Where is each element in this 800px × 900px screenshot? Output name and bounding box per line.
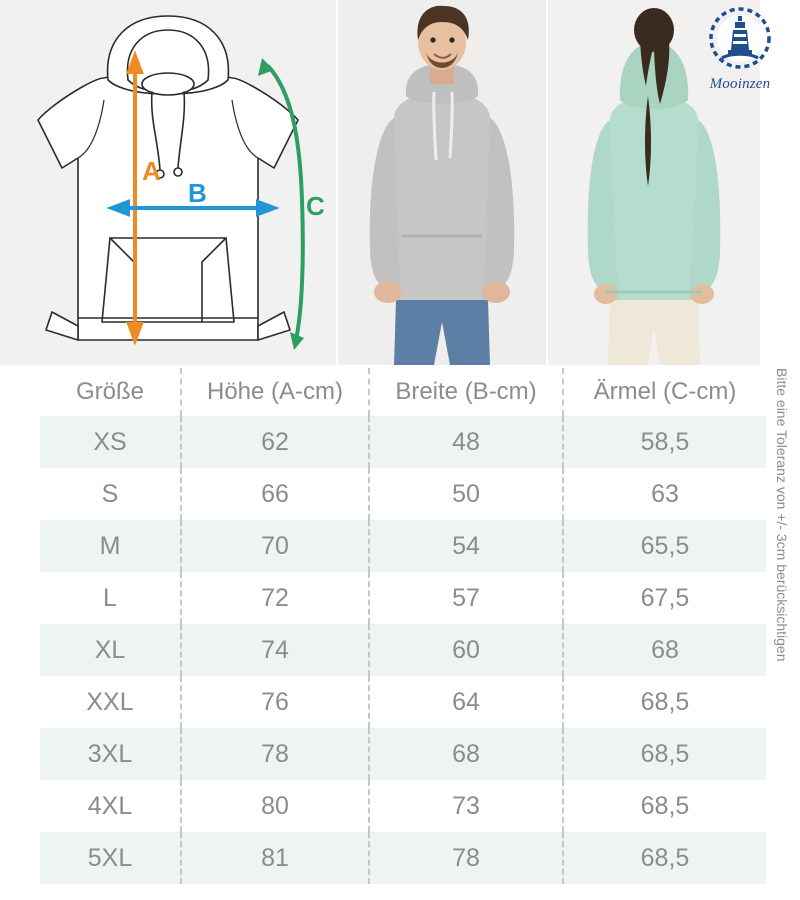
table-row: [40, 832, 766, 884]
lighthouse-icon: [708, 6, 772, 70]
cell-width: 64: [369, 676, 563, 728]
cell-height: 66: [181, 468, 369, 520]
table-row: [40, 416, 766, 468]
man-grey-hoodie-svg: [338, 0, 546, 365]
cell-width: 78: [369, 832, 563, 884]
cell-size: L: [40, 572, 181, 624]
table-body: [40, 416, 766, 884]
cell-height: 78: [181, 728, 369, 780]
cell-size: S: [40, 468, 181, 520]
cell-sleeve: 68,5: [563, 832, 766, 884]
cell-width: 50: [369, 468, 563, 520]
table-row: [40, 728, 766, 780]
cell-height: 80: [181, 780, 369, 832]
measure-a-label: A: [142, 156, 161, 186]
cell-sleeve: 67,5: [563, 572, 766, 624]
table-row: [40, 468, 766, 520]
cell-width: 57: [369, 572, 563, 624]
table-row: [40, 520, 766, 572]
cell-height: 72: [181, 572, 369, 624]
tolerance-note: [770, 368, 798, 898]
cell-width: 73: [369, 780, 563, 832]
cell-size: M: [40, 520, 181, 572]
cell-size: XS: [40, 416, 181, 468]
cell-size: 3XL: [40, 728, 181, 780]
cell-height: 62: [181, 416, 369, 468]
tolerance-note-text: Bitte eine Toleranz von +/- 3cm berücksichtigen: [774, 368, 790, 662]
cell-width: 48: [369, 416, 563, 468]
size-table: [40, 368, 766, 884]
cell-size: XXL: [40, 676, 181, 728]
technical-drawing-image: [0, 0, 336, 365]
table-row: [40, 676, 766, 728]
header-width: Breite (B-cm): [369, 368, 563, 416]
cell-height: 74: [181, 624, 369, 676]
cell-sleeve: 68,5: [563, 780, 766, 832]
table-row: [40, 780, 766, 832]
brand-logo: [684, 6, 796, 93]
cell-width: 60: [369, 624, 563, 676]
cell-sleeve: 65,5: [563, 520, 766, 572]
cell-height: 81: [181, 832, 369, 884]
cell-height: 76: [181, 676, 369, 728]
measure-b-label: B: [188, 178, 207, 208]
cell-sleeve: 58,5: [563, 416, 766, 468]
photo-strip: [0, 0, 760, 365]
size-table-wrapper: [40, 368, 760, 884]
cell-height: 70: [181, 520, 369, 572]
hoodie-outline-svg: [0, 0, 336, 365]
cell-width: 54: [369, 520, 563, 572]
table-header-row: [40, 368, 766, 416]
front-model-image: [338, 0, 546, 365]
cell-sleeve: 68: [563, 624, 766, 676]
cell-size: XL: [40, 624, 181, 676]
cell-width: 68: [369, 728, 563, 780]
cell-sleeve: 68,5: [563, 728, 766, 780]
header-sleeve: Ärmel (C-cm): [563, 368, 766, 416]
measure-c-label: C: [306, 191, 325, 221]
header-height: Höhe (A-cm): [181, 368, 369, 416]
table-row: [40, 572, 766, 624]
table-row: [40, 624, 766, 676]
table-head: [40, 368, 766, 416]
cell-size: 5XL: [40, 832, 181, 884]
cell-sleeve: 68,5: [563, 676, 766, 728]
brand-name: Mooinzen: [709, 76, 771, 92]
header-size: Größe: [75, 378, 144, 405]
cell-sleeve: 63: [563, 468, 766, 520]
cell-size: 4XL: [40, 780, 181, 832]
